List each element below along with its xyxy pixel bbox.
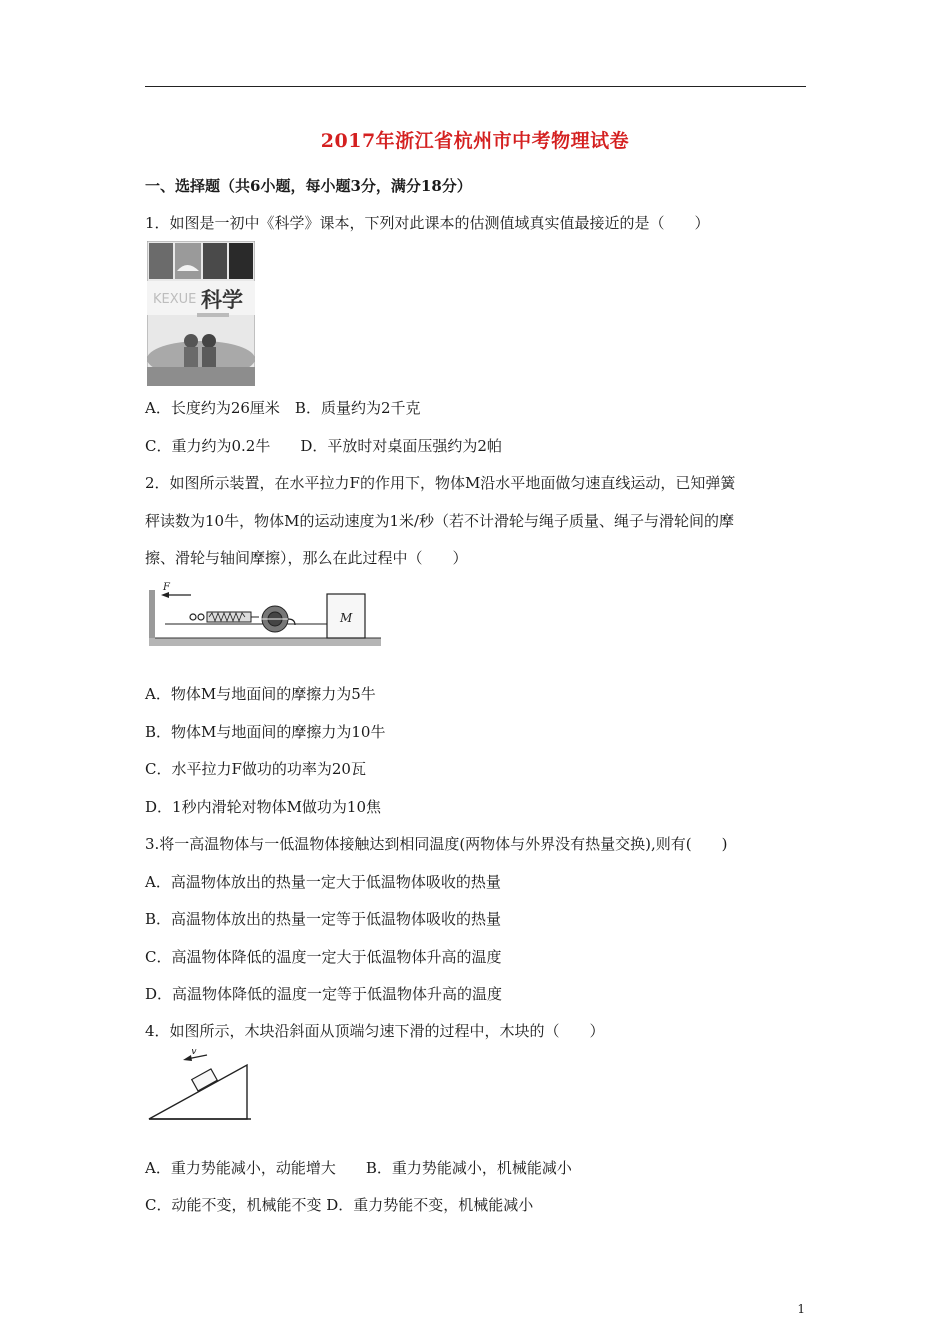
q4-stem: 4．如图所示，木块沿斜面从顶端匀速下滑的过程中，木块的（ ） bbox=[145, 1022, 605, 1040]
q2-option-c: C．水平拉力F做功的功率为20瓦 bbox=[145, 760, 366, 778]
q1-textbook-cover-image bbox=[147, 241, 255, 386]
q3-option-d: D．高温物体降低的温度一定等于低温物体升高的温度 bbox=[145, 985, 503, 1003]
q4-velocity-label: v bbox=[191, 1049, 197, 1057]
q4-options-cd: C．动能不变，机械能不变 D．重力势能不变，机械能减小 bbox=[145, 1196, 534, 1214]
section-heading: 一、选择题（共6小题，每小题3分，满分18分） bbox=[145, 177, 472, 195]
exam-title: 2017年浙江省杭州市中考物理试卷 bbox=[320, 130, 630, 152]
q2-stem-line1: 2．如图所示装置，在水平拉力F的作用下，物体M沿水平地面做匀速直线运动，已知弹簧 bbox=[145, 474, 736, 492]
q2-option-d: D．1秒内滑轮对物体M做功为10焦 bbox=[145, 798, 382, 816]
page-number: 1 bbox=[797, 1302, 805, 1316]
q3-option-a: A．高温物体放出的热量一定大于低温物体吸收的热量 bbox=[145, 873, 501, 891]
q1-book-pinyin: KEXUE bbox=[153, 292, 197, 307]
q3-option-b: B．高温物体放出的热量一定等于低温物体吸收的热量 bbox=[145, 910, 502, 928]
q3-stem: 3.将一高温物体与一低温物体接触达到相同温度(两物体与外界没有热量交换),则有( ) bbox=[145, 835, 728, 853]
q2-option-a: A．物体M与地面间的摩擦力为5牛 bbox=[145, 685, 376, 703]
q1-options-ab: A．长度约为26厘米 B．质量约为2千克 bbox=[145, 399, 421, 417]
q4-incline-diagram bbox=[147, 1049, 253, 1121]
q2-force-label: F bbox=[163, 582, 170, 593]
q1-stem: 1．如图是一初中《科学》课本，下列对此课本的估测值域真实值最接近的是（ ） bbox=[145, 214, 710, 232]
q3-option-c: C．高温物体降低的温度一定大于低温物体升高的温度 bbox=[145, 948, 502, 966]
q4-options-ab: A．重力势能减小，动能增大 B．重力势能减小，机械能减小 bbox=[145, 1159, 572, 1177]
q2-option-b: B．物体M与地面间的摩擦力为10牛 bbox=[145, 723, 386, 741]
q1-book-title: 科学 bbox=[201, 288, 243, 312]
q2-stem-line3: 擦、滑轮与轴间摩擦），那么在此过程中（ ） bbox=[145, 549, 468, 567]
header-rule bbox=[145, 86, 806, 87]
q2-pulley-diagram bbox=[147, 580, 383, 648]
q1-options-cd: C．重力约为0.2牛 D．平放时对桌面压强约为2帕 bbox=[145, 437, 502, 455]
q2-block-label: M bbox=[340, 611, 353, 625]
q2-stem-line2: 秤读数为10牛，物体M的运动速度为1米/秒（若不计滑轮与绳子质量、绳子与滑轮间的摩 bbox=[145, 512, 735, 530]
